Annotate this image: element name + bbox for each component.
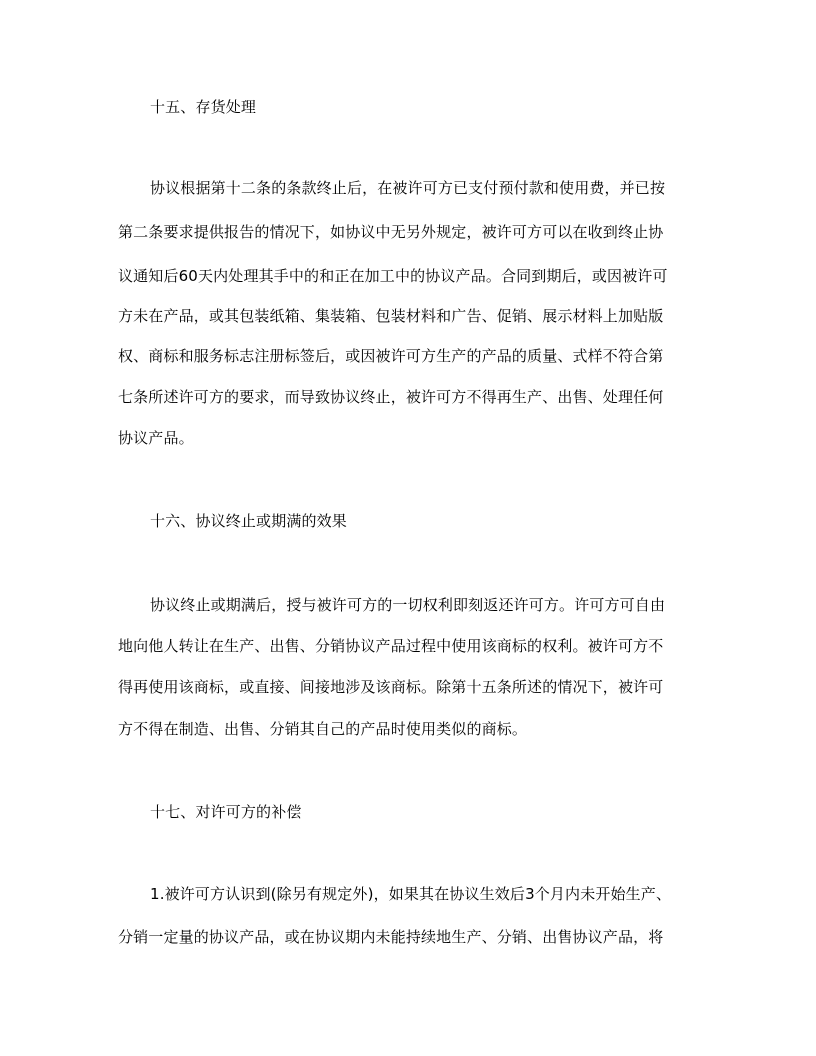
paragraph-line: 地向他人转让在生产、出售、分销协议产品过程中使用该商标的权利。被许可方不: [118, 637, 664, 655]
paragraph-line: 1.被许可方认识到(除另有规定外)，如果其在协议生效后3个月内未开始生产、: [150, 885, 672, 903]
paragraph-line: 方未在产品，或其包装纸箱、集装箱、包装材料和广告、促销、展示材料上加贴版: [118, 307, 664, 325]
paragraph-line: 议通知后60天内处理其手中的和正在加工中的协议产品。合同到期后，或因被许可: [118, 267, 668, 285]
paragraph-line: 得再使用该商标，或直接、间接地涉及该商标。除第十五条所述的情况下，被许可: [118, 678, 664, 696]
section-heading-17: 十七、对许可方的补偿: [150, 803, 302, 821]
section-heading-16: 十六、协议终止或期满的效果: [150, 512, 347, 530]
paragraph-line: 协议根据第十二条的条款终止后，在被许可方已支付预付款和使用费，并已按: [150, 179, 666, 197]
paragraph-line: 第二条要求提供报告的情况下，如协议中无另外规定，被许可方可以在收到终止协: [118, 223, 664, 241]
paragraph-line: 方不得在制造、出售、分销其自己的产品时使用类似的商标。: [118, 720, 528, 738]
section-heading-15: 十五、存货处理: [150, 98, 257, 116]
paragraph-line: 协议终止或期满后，授与被许可方的一切权利即刻返还许可方。许可方可自由: [150, 596, 666, 614]
paragraph-line: 分销一定量的协议产品，或在协议期内未能持续地生产、分销、出售协议产品，将: [118, 928, 664, 946]
paragraph-line: 权、商标和服务标志注册标签后，或因被许可方生产的产品的质量、式样不符合第: [118, 347, 664, 365]
paragraph-line: 七条所述许可方的要求，而导致协议终止，被许可方不得再生产、出售、处理任何: [118, 388, 664, 406]
paragraph-line: 协议产品。: [118, 429, 194, 447]
